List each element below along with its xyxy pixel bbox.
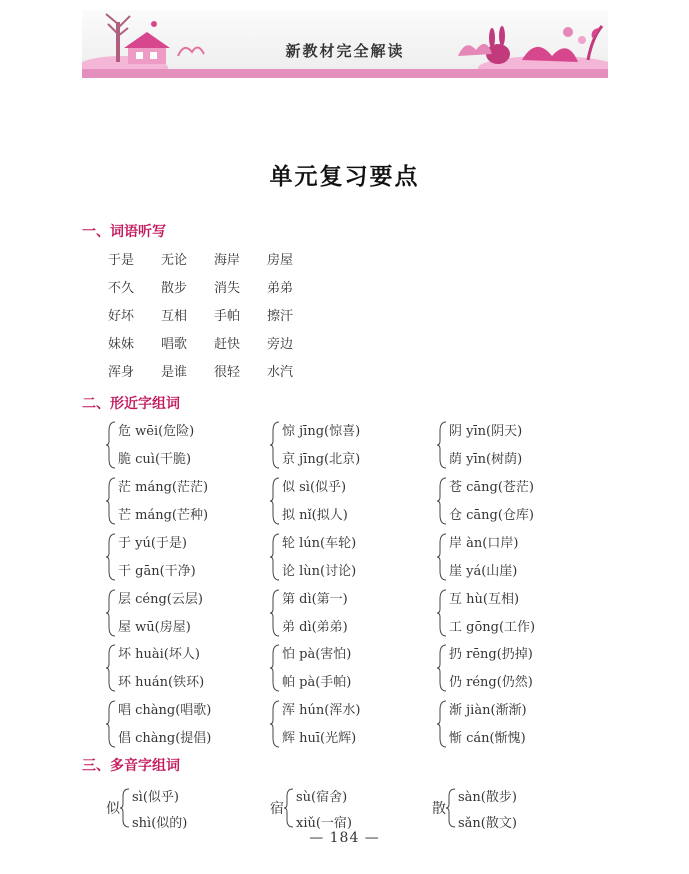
brace-icon xyxy=(284,788,294,828)
group-entry: 脆 cuì(干脆) xyxy=(118,452,192,467)
word: 海岸 xyxy=(214,253,241,268)
group-entry: 坏 huài(坏人) xyxy=(118,647,200,662)
brace-icon xyxy=(437,533,447,581)
polyphone-reading: sǎn(散文) xyxy=(458,816,517,831)
group-entry: 浑 hún(浑水) xyxy=(282,703,361,718)
group-entry: 似 sì(似乎) xyxy=(282,480,347,495)
brace-icon xyxy=(106,700,116,748)
group-entry: 苍 cāng(苍茫) xyxy=(449,480,535,495)
group-entry: 危 wēi(危险) xyxy=(118,424,195,439)
group-entry: 仍 réng(仍然) xyxy=(449,675,533,690)
group-entry: 阴 yīn(阴天) xyxy=(449,424,523,439)
word: 无论 xyxy=(161,253,188,268)
brace-icon xyxy=(437,477,447,525)
similar-char-group xyxy=(270,643,420,693)
word: 好坏 xyxy=(108,309,135,324)
similar-char-group xyxy=(106,532,256,582)
polyphone-reading: sì(似乎) xyxy=(132,790,179,805)
group-entry: 惭 cán(惭愧) xyxy=(449,731,526,746)
polyphone-group xyxy=(270,786,400,830)
word: 是谁 xyxy=(161,365,188,380)
group-entry: 屋 wū(房屋) xyxy=(118,620,191,635)
group-entry: 弟 dì(弟弟) xyxy=(282,620,348,635)
group-entry: 轮 lún(车轮) xyxy=(282,536,357,551)
page-number: — 184 — xyxy=(309,830,380,846)
similar-char-group xyxy=(106,476,256,526)
group-entry: 扔 rēng(扔掉) xyxy=(449,647,533,662)
word: 旁边 xyxy=(267,337,294,352)
polyphone-char: 宿 xyxy=(270,801,284,817)
brace-icon xyxy=(437,421,447,469)
group-entry: 茫 máng(茫茫) xyxy=(118,480,209,495)
section-heading-dictation: 一、词语听写 xyxy=(82,224,166,240)
similar-char-group xyxy=(106,699,256,749)
polyphone-reading: sù(宿舍) xyxy=(296,790,348,805)
group-entry: 渐 jiàn(渐渐) xyxy=(449,703,527,718)
brace-icon xyxy=(106,421,116,469)
word: 互相 xyxy=(161,309,188,324)
group-entry: 京 jīng(北京) xyxy=(282,452,361,467)
similar-char-group xyxy=(437,532,587,582)
word-row xyxy=(108,361,320,380)
similar-char-group xyxy=(437,643,587,693)
brace-icon xyxy=(270,644,280,692)
header-band xyxy=(82,69,608,78)
group-entry: 芒 máng(芒种) xyxy=(118,508,209,523)
group-entry: 工 gōng(工作) xyxy=(449,620,536,635)
similar-char-group xyxy=(437,420,587,470)
polyphone-char: 似 xyxy=(106,801,120,817)
word: 不久 xyxy=(108,281,135,296)
page-title: 单元复习要点 xyxy=(269,163,420,190)
word: 水汽 xyxy=(267,365,294,380)
brace-icon xyxy=(270,700,280,748)
section-heading-similar-chars: 二、形近字组词 xyxy=(82,396,180,412)
group-entry: 荫 yīn(树荫) xyxy=(449,452,523,467)
similar-char-group xyxy=(270,532,420,582)
group-entry: 仓 cāng(仓库) xyxy=(449,508,535,523)
polyphone-char: 散 xyxy=(432,801,446,817)
similar-char-group xyxy=(106,420,256,470)
word: 散步 xyxy=(161,281,188,296)
polyphone-reading: xiǔ(一宿) xyxy=(296,816,353,831)
header-banner xyxy=(82,10,608,78)
similar-char-group xyxy=(270,588,420,638)
word: 于是 xyxy=(108,253,135,268)
group-entry: 倡 chàng(提倡) xyxy=(118,731,212,746)
group-entry: 干 gān(干净) xyxy=(118,564,196,579)
word: 擦汗 xyxy=(267,309,294,324)
word-row xyxy=(108,333,320,352)
group-entry: 帕 pà(手帕) xyxy=(282,675,352,690)
brace-icon xyxy=(106,644,116,692)
polyphone-group xyxy=(432,786,562,830)
similar-char-group xyxy=(270,699,420,749)
similar-char-group xyxy=(106,643,256,693)
polyphone-reading: shì(似的) xyxy=(132,816,188,831)
group-entry: 惊 jīng(惊喜) xyxy=(282,424,361,439)
word: 消失 xyxy=(214,281,241,296)
group-entry: 怕 pà(害怕) xyxy=(282,647,352,662)
brace-icon xyxy=(120,788,130,828)
brace-icon xyxy=(437,644,447,692)
similar-char-group xyxy=(270,420,420,470)
brace-icon xyxy=(270,589,280,637)
word-row xyxy=(108,277,320,296)
group-entry: 唱 chàng(唱歌) xyxy=(118,703,212,718)
brace-icon xyxy=(106,477,116,525)
similar-char-group xyxy=(437,588,587,638)
word-row xyxy=(108,249,320,268)
group-entry: 互 hù(互相) xyxy=(449,592,520,607)
word: 手帕 xyxy=(214,309,241,324)
group-entry: 辉 huī(光辉) xyxy=(282,731,357,746)
group-entry: 拟 nǐ(拟人) xyxy=(282,508,348,523)
word: 很轻 xyxy=(214,365,241,380)
word: 浑身 xyxy=(108,365,135,380)
word-row xyxy=(108,305,320,324)
group-entry: 崖 yá(山崖) xyxy=(449,564,518,579)
group-entry: 第 dì(第一) xyxy=(282,592,348,607)
brace-icon xyxy=(270,477,280,525)
brace-icon xyxy=(270,421,280,469)
similar-char-group xyxy=(437,476,587,526)
brace-icon xyxy=(437,700,447,748)
brace-icon xyxy=(106,533,116,581)
polyphone-reading: sàn(散步) xyxy=(458,790,517,805)
group-entry: 层 céng(云层) xyxy=(118,592,203,607)
group-entry: 岸 àn(口岸) xyxy=(449,536,519,551)
header-title: 新教材完全解读 xyxy=(285,42,405,60)
group-entry: 于 yú(于是) xyxy=(118,536,187,551)
brace-icon xyxy=(270,533,280,581)
section-heading-polyphones: 三、多音字组词 xyxy=(82,758,180,774)
similar-char-group xyxy=(270,476,420,526)
group-entry: 论 lùn(讨论) xyxy=(282,564,357,579)
word: 唱歌 xyxy=(161,337,188,352)
brace-icon xyxy=(446,788,456,828)
similar-char-group xyxy=(437,699,587,749)
brace-icon xyxy=(437,589,447,637)
polyphone-group xyxy=(106,786,236,830)
brace-icon xyxy=(106,589,116,637)
word: 弟弟 xyxy=(267,281,294,296)
word: 赶快 xyxy=(214,337,241,352)
word: 妹妹 xyxy=(108,337,135,352)
similar-char-group xyxy=(106,588,256,638)
word: 房屋 xyxy=(267,253,294,268)
group-entry: 环 huán(铁环) xyxy=(118,675,205,690)
